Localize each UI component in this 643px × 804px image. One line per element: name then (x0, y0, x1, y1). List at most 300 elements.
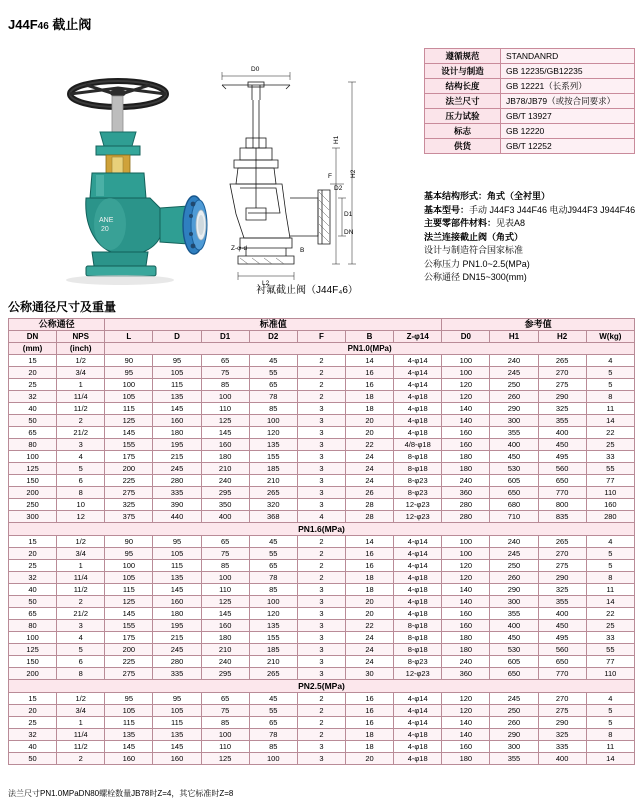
standards-value: JB78/JB79（或按合同要求） (501, 94, 635, 109)
table-cell: 100 (249, 415, 297, 427)
table-cell: 90 (105, 536, 153, 548)
table-cell: 2 (297, 572, 345, 584)
table-cell: 40 (9, 403, 57, 415)
standards-key: 结构长度 (425, 79, 501, 94)
table-cell: 155 (249, 632, 297, 644)
table-row (9, 644, 635, 656)
table-row (9, 656, 635, 668)
table-cell: 45 (249, 693, 297, 705)
table-cell: 100 (9, 632, 57, 644)
table-cell: 210 (249, 656, 297, 668)
table-cell: 8 (586, 729, 634, 741)
table-cell: 3 (297, 753, 345, 765)
th-D: D (153, 331, 201, 343)
figure-caption: 衬氟截止阀（J44F₄6） (256, 285, 358, 296)
table-cell: 300 (9, 511, 57, 523)
standards-value: GB 12221（长系列） (501, 79, 635, 94)
table-cell: 325 (538, 729, 586, 741)
description-text: 手动 J44F3 J44F46 电动J944F3 J944F46 (469, 204, 636, 215)
table-cell: 2 (57, 753, 105, 765)
th-band-first: PN1.0(MPa) (105, 343, 635, 355)
table-row (9, 753, 635, 765)
valve-brand-text: ANE (99, 217, 114, 224)
dim-d0-label: D0 (251, 66, 260, 73)
table-cell: 3 (297, 427, 345, 439)
table-cell: 16 (345, 717, 393, 729)
table-cell: 12-φ23 (394, 668, 442, 680)
table-cell: 280 (153, 475, 201, 487)
table-cell: 180 (442, 451, 490, 463)
table-cell: 14 (586, 415, 634, 427)
table-cell: 140 (442, 596, 490, 608)
product-description (424, 190, 638, 285)
table-cell: 16 (345, 693, 393, 705)
table-cell: 4-φ18 (394, 415, 442, 427)
table-cell: 2 (57, 596, 105, 608)
table-cell: 160 (442, 608, 490, 620)
table-cell: 250 (9, 499, 57, 511)
table-cell: 260 (490, 391, 538, 403)
table-footnote: 法兰尺寸PN1.0MPaDN80螺栓数量JB78时Z=4，其它标准时Z=8 (8, 789, 234, 798)
table-cell: 18 (345, 741, 393, 753)
dim-f-label: F (328, 173, 332, 180)
table-cell: 4-φ18 (394, 584, 442, 596)
table-cell: 240 (201, 475, 249, 487)
table-cell: 4-φ14 (394, 705, 442, 717)
table-cell: 11/4 (57, 391, 105, 403)
table-cell: 2 (297, 548, 345, 560)
standards-row (425, 109, 635, 124)
table-row (9, 729, 635, 741)
table-cell: 8 (57, 668, 105, 680)
dim-d2-label: D2 (334, 185, 343, 192)
table-cell: 265 (538, 355, 586, 367)
table-cell: 6 (57, 475, 105, 487)
table-cell: 250 (490, 560, 538, 572)
table-cell: 325 (105, 499, 153, 511)
table-cell: 8-φ18 (394, 463, 442, 475)
valve-drawings (0, 38, 420, 290)
th-W: W(kg) (586, 331, 634, 343)
table-cell: 22 (345, 620, 393, 632)
table-cell: 2 (297, 355, 345, 367)
description-line (424, 190, 638, 204)
table-cell: 24 (345, 656, 393, 668)
table-cell: 40 (9, 741, 57, 753)
table-cell: 65 (249, 717, 297, 729)
table-cell: 105 (105, 705, 153, 717)
table-cell: 185 (249, 644, 297, 656)
table-cell: 20 (9, 367, 57, 379)
table-cell: 32 (9, 572, 57, 584)
table-row (9, 379, 635, 391)
table-cell: 100 (105, 560, 153, 572)
table-cell: 95 (105, 367, 153, 379)
table-cell: 155 (249, 451, 297, 463)
table-cell: 3 (297, 596, 345, 608)
table-cell: 368 (249, 511, 297, 523)
table-cell: 1 (57, 379, 105, 391)
table-cell: 240 (490, 355, 538, 367)
table-cell: 21/2 (57, 608, 105, 620)
table-cell: 100 (249, 596, 297, 608)
table-row (9, 632, 635, 644)
table-cell: 135 (153, 729, 201, 741)
table-cell: 335 (538, 741, 586, 753)
table-cell: 115 (153, 560, 201, 572)
table-cell: 24 (345, 475, 393, 487)
table-cell: 605 (490, 656, 538, 668)
table-cell: 160 (586, 499, 634, 511)
table-row (9, 487, 635, 499)
table-cell: 225 (105, 656, 153, 668)
table-cell: 100 (201, 729, 249, 741)
table-cell: 260 (490, 572, 538, 584)
table-cell: 210 (201, 644, 249, 656)
table-cell: 140 (442, 403, 490, 415)
table-cell: 50 (9, 596, 57, 608)
table-cell: 6 (57, 656, 105, 668)
table-cell: 8 (57, 487, 105, 499)
table-cell: 290 (538, 572, 586, 584)
pressure-band-row (9, 523, 635, 536)
table-cell: 11/4 (57, 572, 105, 584)
table-cell: 140 (442, 415, 490, 427)
table-cell: 4-φ14 (394, 548, 442, 560)
table-cell: 25 (586, 439, 634, 451)
table-cell: 335 (153, 487, 201, 499)
description-line (424, 204, 638, 218)
table-cell: 11/4 (57, 729, 105, 741)
description-line (424, 271, 638, 285)
table-cell: 160 (442, 620, 490, 632)
table-cell: 8-φ18 (394, 632, 442, 644)
table-cell: 350 (201, 499, 249, 511)
table-row (9, 391, 635, 403)
table-cell: 160 (201, 620, 249, 632)
table-cell: 3 (297, 403, 345, 415)
table-cell: 400 (201, 511, 249, 523)
table-row (9, 717, 635, 729)
table-cell: 105 (105, 391, 153, 403)
table-cell: 5 (586, 548, 634, 560)
standards-value: GB/T 13927 (501, 109, 635, 124)
table-cell: 20 (345, 596, 393, 608)
table-cell: 335 (153, 668, 201, 680)
table-cell: 11 (586, 403, 634, 415)
table-cell: 200 (9, 487, 57, 499)
table-cell: 770 (538, 668, 586, 680)
table-row (9, 499, 635, 511)
table-cell: 80 (9, 620, 57, 632)
standards-key: 压力试验 (425, 109, 501, 124)
table-cell: 180 (442, 463, 490, 475)
table-cell: 180 (442, 632, 490, 644)
table-cell: 125 (9, 463, 57, 475)
th-H2: H2 (538, 331, 586, 343)
table-cell: 4 (57, 451, 105, 463)
table-cell: 270 (538, 367, 586, 379)
table-cell: 25 (9, 717, 57, 729)
table-cell: 80 (9, 439, 57, 451)
table-cell: 40 (9, 584, 57, 596)
table-cell: 100 (249, 753, 297, 765)
table-cell: 200 (9, 668, 57, 680)
table-cell: 4 (586, 355, 634, 367)
table-cell: 16 (345, 560, 393, 572)
table-cell: 33 (586, 632, 634, 644)
table-cell: 160 (153, 415, 201, 427)
standards-row (425, 49, 635, 64)
table-row (9, 355, 635, 367)
table-cell: 18 (345, 403, 393, 415)
table-cell: 110 (586, 668, 634, 680)
table-cell: 125 (201, 415, 249, 427)
standards-table (424, 48, 635, 154)
table-cell: 4-φ14 (394, 560, 442, 572)
table-cell: 375 (105, 511, 153, 523)
table-cell: 180 (153, 427, 201, 439)
table-cell: 11 (586, 741, 634, 753)
table-cell: 5 (586, 367, 634, 379)
th-Z: Z-φ14 (394, 331, 442, 343)
table-cell: 295 (201, 487, 249, 499)
table-row (9, 548, 635, 560)
table-cell: 16 (345, 548, 393, 560)
table-cell: 85 (249, 741, 297, 753)
table-cell: 95 (153, 693, 201, 705)
table-cell: 55 (586, 644, 634, 656)
table-cell: 2 (297, 729, 345, 741)
dim-b-label: B (300, 247, 305, 254)
table-cell: 8-φ23 (394, 487, 442, 499)
table-cell: 120 (442, 693, 490, 705)
table-cell: 3 (57, 620, 105, 632)
table-cell: 275 (105, 487, 153, 499)
table-cell: 125 (201, 596, 249, 608)
standards-value: GB 12220 (501, 124, 635, 139)
table-cell: 180 (442, 753, 490, 765)
table-cell: 4 (57, 632, 105, 644)
table-cell: 20 (345, 753, 393, 765)
table-cell: 495 (538, 451, 586, 463)
table-row (9, 367, 635, 379)
table-cell: 245 (153, 644, 201, 656)
standards-value: GB/T 12252 (501, 139, 635, 154)
table-cell: 650 (490, 668, 538, 680)
table-row (9, 572, 635, 584)
dimension-table (8, 318, 635, 765)
table-cell: 18 (345, 391, 393, 403)
table-cell: 300 (490, 415, 538, 427)
table-cell: 4 (586, 536, 634, 548)
valve-photo (66, 81, 207, 285)
table-cell: 20 (9, 705, 57, 717)
table-cell: 270 (538, 693, 586, 705)
table-cell: 4-φ14 (394, 536, 442, 548)
table-cell: 2 (297, 536, 345, 548)
table-cell: 3 (297, 668, 345, 680)
table-cell: 605 (490, 475, 538, 487)
standards-key: 设计与制造 (425, 64, 501, 79)
standards-row (425, 64, 635, 79)
table-cell: 25 (9, 560, 57, 572)
table-cell: 8-φ18 (394, 644, 442, 656)
th-group-dn: 公称通径 (9, 319, 105, 331)
table-cell: 195 (153, 620, 201, 632)
table-cell: 180 (201, 632, 249, 644)
table-cell: 145 (201, 608, 249, 620)
table-cell: 175 (105, 451, 153, 463)
table-cell: 105 (153, 548, 201, 560)
valve-size-text: 20 (101, 226, 109, 233)
table-cell: 11/2 (57, 403, 105, 415)
table-cell: 8-φ23 (394, 656, 442, 668)
table-cell: 3 (297, 439, 345, 451)
table-cell: 32 (9, 391, 57, 403)
table-cell: 15 (9, 693, 57, 705)
description-bold: 基本结构形式：角式（全衬里） (424, 191, 551, 201)
table-cell: 530 (490, 463, 538, 475)
table-cell: 4-φ14 (394, 379, 442, 391)
table-cell: 65 (249, 379, 297, 391)
table-cell: 14 (586, 753, 634, 765)
table-cell: 4-φ14 (394, 693, 442, 705)
table-cell: 5 (57, 644, 105, 656)
dim-l2-label: L2 (262, 280, 270, 287)
table-cell: 650 (538, 656, 586, 668)
table-row (9, 620, 635, 632)
table-cell: 5 (586, 717, 634, 729)
table-cell: 3/4 (57, 548, 105, 560)
table-cell: 100 (442, 355, 490, 367)
th-group-ref: 参考值 (442, 319, 635, 331)
table-cell: 265 (538, 536, 586, 548)
table-cell: 65 (201, 536, 249, 548)
table-cell: 100 (442, 367, 490, 379)
table-cell: 140 (442, 717, 490, 729)
dim-h2-label: H2 (350, 169, 357, 178)
table-cell: 245 (490, 367, 538, 379)
table-cell: 290 (490, 584, 538, 596)
table-cell: 3 (297, 487, 345, 499)
dim-zphid-label: Z-φ·d (231, 245, 248, 252)
table-cell: 2 (57, 415, 105, 427)
table-cell: 25 (9, 379, 57, 391)
table-cell: 15 (9, 355, 57, 367)
table-cell: 530 (490, 644, 538, 656)
table-cell: 120 (442, 560, 490, 572)
table-cell: 3 (297, 499, 345, 511)
dim-h1-label: H1 (333, 135, 340, 144)
table-cell: 5 (586, 560, 634, 572)
table-row (9, 560, 635, 572)
table-cell: 495 (538, 632, 586, 644)
table-cell: 680 (490, 499, 538, 511)
table-cell: 400 (538, 608, 586, 620)
table-cell: 185 (249, 463, 297, 475)
table-cell: 155 (105, 439, 153, 451)
table-cell: 24 (345, 463, 393, 475)
table-cell: 450 (538, 620, 586, 632)
table-cell: 2 (297, 693, 345, 705)
table-cell: 260 (490, 717, 538, 729)
table-cell: 400 (490, 439, 538, 451)
table-cell: 3/4 (57, 705, 105, 717)
table-cell: 650 (538, 475, 586, 487)
table-cell: 1/2 (57, 536, 105, 548)
table-cell: 320 (249, 499, 297, 511)
table-cell: 3 (297, 415, 345, 427)
table-cell: 115 (153, 379, 201, 391)
table-cell: 155 (105, 620, 153, 632)
table-cell: 1 (57, 560, 105, 572)
table-cell: 78 (249, 572, 297, 584)
table-cell: 125 (105, 596, 153, 608)
th-L: L (105, 331, 153, 343)
table-cell: 300 (490, 596, 538, 608)
table-cell: 770 (538, 487, 586, 499)
table-cell: 160 (201, 439, 249, 451)
table-cell: 105 (153, 705, 201, 717)
table-row (9, 693, 635, 705)
table-cell: 4-φ14 (394, 717, 442, 729)
table-cell: 180 (442, 644, 490, 656)
table-cell: 265 (249, 487, 297, 499)
table-cell: 200 (105, 644, 153, 656)
table-cell: 100 (442, 536, 490, 548)
table-cell: 275 (105, 668, 153, 680)
table-row (9, 475, 635, 487)
table-cell: 65 (9, 427, 57, 439)
table-cell: 120 (442, 379, 490, 391)
table-cell: 355 (538, 415, 586, 427)
table-row (9, 403, 635, 415)
table-cell: 2 (297, 717, 345, 729)
table-cell: 125 (201, 753, 249, 765)
table-cell: 390 (153, 499, 201, 511)
table-cell: 250 (490, 705, 538, 717)
table-cell: 440 (153, 511, 201, 523)
table-cell: 77 (586, 656, 634, 668)
table-cell: 125 (9, 644, 57, 656)
table-cell: 2 (297, 367, 345, 379)
description-line (424, 258, 638, 272)
table-cell: 75 (201, 705, 249, 717)
table-cell: 78 (249, 729, 297, 741)
table-cell: 120 (442, 572, 490, 584)
table-cell: 22 (586, 608, 634, 620)
table-cell: 240 (442, 656, 490, 668)
table-cell: 90 (105, 355, 153, 367)
table-cell: 240 (442, 475, 490, 487)
table-cell: 3/4 (57, 367, 105, 379)
dimension-table-body (9, 355, 635, 765)
table-cell: 21/2 (57, 427, 105, 439)
table-cell: 5 (586, 379, 634, 391)
table-cell: 18 (345, 729, 393, 741)
table-cell: 16 (345, 367, 393, 379)
table-cell: 290 (490, 403, 538, 415)
table-cell: 110 (201, 403, 249, 415)
table-cell: 245 (153, 463, 201, 475)
table-cell: 150 (9, 475, 57, 487)
table-cell: 4-φ18 (394, 403, 442, 415)
table-cell: 2 (297, 705, 345, 717)
table-cell: 325 (538, 403, 586, 415)
table-cell: 355 (490, 427, 538, 439)
table-cell: 275 (538, 379, 586, 391)
